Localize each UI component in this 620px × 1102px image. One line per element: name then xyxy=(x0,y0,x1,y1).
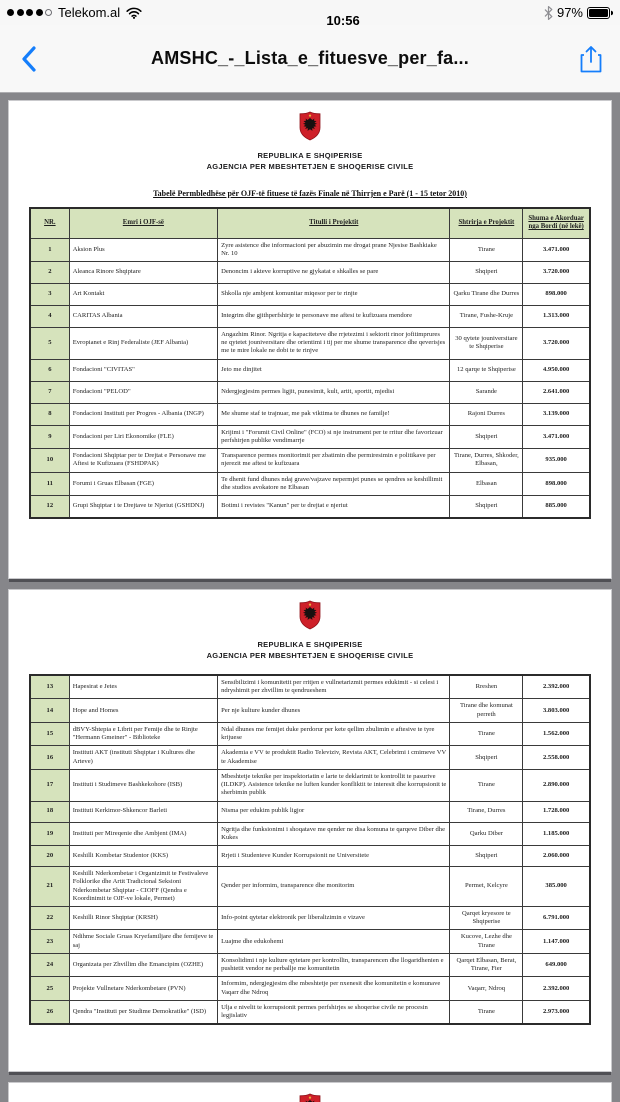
grant-amount: 2.890.000 xyxy=(523,769,590,801)
org-name: Grupi Shqiptar i te Drejtave te Njeriut (GSHDNJ) xyxy=(69,496,217,518)
status-bar xyxy=(0,0,620,28)
grant-amount: 1.313.000 xyxy=(523,305,590,327)
project-region: Tirane dhe komunat perreth xyxy=(450,699,523,722)
grant-amount: 898.000 xyxy=(523,472,590,495)
project-region: Tirane, Durres xyxy=(450,801,523,822)
chevron-left-icon xyxy=(21,46,37,72)
row-number: 22 xyxy=(30,906,69,929)
table-header-row xyxy=(30,208,590,238)
table-row xyxy=(30,930,590,953)
table-row xyxy=(30,822,590,845)
project-region: Tirane, Durres, Shkoder, Elbasan, xyxy=(450,449,523,472)
grant-amount: 2.558.000 xyxy=(523,746,590,769)
grant-amount: 2.060.000 xyxy=(523,846,590,867)
org-name: Fondacioni per Liri Ekonomike (FLE) xyxy=(69,425,217,448)
republic-header: REPUBLIKA E SHQIPERISE xyxy=(257,640,363,649)
wifi-icon xyxy=(126,7,142,19)
row-number: 20 xyxy=(30,846,69,867)
grant-amount: 885.000 xyxy=(523,496,590,518)
org-name: Fondacioni Shqiptar per te Drejtat e Personave me Aftesi te Kufizuara (FSHDPAK) xyxy=(69,449,217,472)
row-number: 4 xyxy=(30,305,69,327)
project-title: Info-point qytetar elektronik per liberalizimin e vizave xyxy=(218,906,450,929)
project-region: Qarku Diber xyxy=(450,822,523,845)
org-name: dBVY-Shtepia e Librit per Femije dhe te Rinjte "Hermann Gmeiner" - Biblioteke xyxy=(69,722,217,745)
org-name: Aleanca Rinore Shqiptare xyxy=(69,261,217,283)
project-region: Elbasan xyxy=(450,472,523,495)
project-region: Qarqet Elbasan, Berat, Tirane, Fier xyxy=(450,953,523,976)
project-title: Shkolla nje ambjent komunitar miqesor per te rinjte xyxy=(218,283,450,305)
row-number: 25 xyxy=(30,977,69,1000)
table-row xyxy=(30,846,590,867)
org-name: Organizata per Zhvillim dhe Emancipim (OZHE) xyxy=(69,953,217,976)
grant-amount: 2.641.000 xyxy=(523,381,590,403)
share-icon xyxy=(580,45,602,73)
org-name: Fondacioni "PELOD" xyxy=(69,381,217,403)
project-title: Transparence permes monitorimit per zbatimin dhe permiresimin e politikave per njerezit me aftesi te kufizuara xyxy=(218,449,450,472)
table-row xyxy=(30,699,590,722)
row-number: 17 xyxy=(30,769,69,801)
carrier-label: Telekom.al xyxy=(58,5,121,20)
project-title: Jeto me dinjitet xyxy=(218,359,450,381)
row-number: 13 xyxy=(30,675,69,699)
table-row xyxy=(30,496,590,518)
project-region: 12 qarqe te Shqiperise xyxy=(450,359,523,381)
grant-amount: 898.000 xyxy=(523,283,590,305)
org-name: Instituti per Mireqenie dhe Ambjent (IMA) xyxy=(69,822,217,845)
row-number: 12 xyxy=(30,496,69,518)
org-name: Hope and Homes xyxy=(69,699,217,722)
project-region: Rreshen xyxy=(450,675,523,699)
grant-amount: 3.471.000 xyxy=(523,238,590,261)
table-row xyxy=(30,305,590,327)
org-name: Art Kontakt xyxy=(69,283,217,305)
grant-amount: 1.728.000 xyxy=(523,801,590,822)
project-region: Tirane xyxy=(450,238,523,261)
project-region: Rajoni Durres xyxy=(450,403,523,425)
column-header-3: Shtrirja e Projektit xyxy=(450,208,523,238)
albania-eagle-emblem xyxy=(298,600,322,635)
clock: 10:56 xyxy=(326,12,360,28)
table-row xyxy=(30,425,590,448)
table-row xyxy=(30,977,590,1000)
project-title: Angazhim Rinor. Ngritja e kapaciteteve dhe rrjetezimi i sektorit rinor jofitimprures ne qytetet jouniversitare dhe orientimi i tij per me shume transparence dhe qeverisjes me te mire lokale ne dobi te te rinjve xyxy=(218,327,450,359)
org-name: Aksion Plus xyxy=(69,238,217,261)
org-name: Ndihme Sociale Gruas Kryefamiljare dhe femijeve te saj xyxy=(69,930,217,953)
org-name: CARITAS Albania xyxy=(69,305,217,327)
project-title: Mbeshtetje teknike per inspektoriatin e larte te deklarimit te kontrollit te pasurive (ILDKP). Asistence teknike ne luften kunder konfliktit te interesit dhe korrupsionit te sherbimin publik xyxy=(218,769,450,801)
project-title: Integrim dhe gjithperfshirje te personave me aftesi te kufizuara mendore xyxy=(218,305,450,327)
table-row xyxy=(30,327,590,359)
grant-amount: 1.562.000 xyxy=(523,722,590,745)
project-region: Qarqet kryesore te Shqiperise xyxy=(450,906,523,929)
table-row xyxy=(30,746,590,769)
grant-amount: 3.803.000 xyxy=(523,699,590,722)
project-region: Tirane xyxy=(450,722,523,745)
org-name: Keshilli Nderkombetar i Organizimit te Festivaleve Folklorike dhe Artit Tradicional Seksioni Nderkombetar Shqiptar - CIOFF (Qendra e Koordinimit te OJF-ve lokale, Permet) xyxy=(69,867,217,907)
project-title: Ngritja dhe funksionimi i shoqatave me qender ne disa komuna te qarqeve Diber dhe Kukes xyxy=(218,822,450,845)
grant-amount: 649.000 xyxy=(523,953,590,976)
row-number: 24 xyxy=(30,953,69,976)
row-number: 7 xyxy=(30,381,69,403)
project-title: Akademia e VV te produktit Radio Televiziv, Revista AKT, Celebrimi i cmimeve VV te Akademise xyxy=(218,746,450,769)
bluetooth-icon xyxy=(544,6,553,20)
org-name: Qendra "Instituti per Studime Demokratike" (ISD) xyxy=(69,1000,217,1024)
row-number: 19 xyxy=(30,822,69,845)
table-row xyxy=(30,867,590,907)
table-row xyxy=(30,403,590,425)
grants-table-page1 xyxy=(29,207,591,519)
row-number: 14 xyxy=(30,699,69,722)
pdf-viewer[interactable] xyxy=(0,93,620,1102)
row-number: 10 xyxy=(30,449,69,472)
column-header-2: Titulli i Projektit xyxy=(218,208,450,238)
table-row xyxy=(30,769,590,801)
grant-amount: 3.720.000 xyxy=(523,261,590,283)
table-row xyxy=(30,381,590,403)
project-title: Me shume staf te trajnuar, me pak viktima te dhunes ne familje! xyxy=(218,403,450,425)
republic-header: REPUBLIKA E SHQIPERISE xyxy=(257,151,363,160)
row-number: 26 xyxy=(30,1000,69,1024)
table-row xyxy=(30,801,590,822)
row-number: 5 xyxy=(30,327,69,359)
project-title: Denoncim i akteve korruptive ne gjykatat e shkalles se pare xyxy=(218,261,450,283)
org-name: Fondacioni Instituti per Progres - Albania (INGP) xyxy=(69,403,217,425)
org-name: Evropianet e Rinj Federaliste (JEF Albania) xyxy=(69,327,217,359)
document-title: AMSHC_-_Lista_e_fituesve_per_fa... xyxy=(151,48,469,68)
project-region: Tirane xyxy=(450,769,523,801)
org-name: Keshilli Rinor Shqiptar (KRSH) xyxy=(69,906,217,929)
back-button[interactable] xyxy=(12,39,46,79)
grant-amount: 3.720.000 xyxy=(523,327,590,359)
cell-signal-icon xyxy=(7,9,52,16)
project-region: Shqiperi xyxy=(450,746,523,769)
org-name: Instituti AKT (instituti Shqiptar i Kultures dhe Arteve) xyxy=(69,746,217,769)
org-name: Fondacioni "CIVITAS" xyxy=(69,359,217,381)
project-region: Sarande xyxy=(450,381,523,403)
row-number: 16 xyxy=(30,746,69,769)
grant-amount: 2.973.000 xyxy=(523,1000,590,1024)
row-number: 23 xyxy=(30,930,69,953)
project-title: Qender per informim, transparence dhe monitorim xyxy=(218,867,450,907)
project-title: Per nje kulture kunder dhunes xyxy=(218,699,450,722)
grant-amount: 2.392.000 xyxy=(523,977,590,1000)
agency-header: AGJENCIA PER MBESHTETJEN E SHOQERISE CIVILE xyxy=(206,162,414,171)
nav-bar xyxy=(0,25,620,93)
project-region: Shqiperi xyxy=(450,261,523,283)
grant-amount: 6.791.000 xyxy=(523,906,590,929)
column-header-0: NR. xyxy=(30,208,69,238)
org-name: Forumi i Gruas Elbasan (FGE) xyxy=(69,472,217,495)
pdf-page-2 xyxy=(8,589,612,1072)
row-number: 11 xyxy=(30,472,69,495)
albania-eagle-emblem xyxy=(298,111,322,146)
row-number: 8 xyxy=(30,403,69,425)
project-title: Ulja e nivelit te korrupsionit permes perfshirjes se shoqerise civile ne procesin legjislativ xyxy=(218,1000,450,1024)
row-number: 18 xyxy=(30,801,69,822)
project-region: Qarku Tirane dhe Durres xyxy=(450,283,523,305)
project-region: Kucove, Lezhe dhe Tirane xyxy=(450,930,523,953)
project-title: Sensibilizimi i komunitetit per rritjen e vullnetarizmit permes edukimit - si celesi i ndryshimit per zhvillim te qendrueshem xyxy=(218,675,450,699)
project-title: Zyre asistence dhe informacioni per abuzimin me drogat prane Njesise Bashkiake Nr. 10 xyxy=(218,238,450,261)
project-region: Shqiperi xyxy=(450,496,523,518)
project-region: Shqiperi xyxy=(450,846,523,867)
table-row xyxy=(30,283,590,305)
grant-amount: 3.471.000 xyxy=(523,425,590,448)
table-row xyxy=(30,906,590,929)
row-number: 1 xyxy=(30,238,69,261)
grant-amount: 3.139.000 xyxy=(523,403,590,425)
row-number: 3 xyxy=(30,283,69,305)
org-name: Projekte Vullnetare Nderkombetare (PVN) xyxy=(69,977,217,1000)
table-row xyxy=(30,238,590,261)
project-title: Krijimi i "Forumit Civil Online" (FCO) si nje instrument per te rritur dhe favorizuar perfshirjen publike vendimarrje xyxy=(218,425,450,448)
org-name: Hapesirat e Jetes xyxy=(69,675,217,699)
table-row xyxy=(30,449,590,472)
pdf-page-1 xyxy=(8,100,612,579)
row-number: 6 xyxy=(30,359,69,381)
project-region: Permet, Kelcyre xyxy=(450,867,523,907)
table-row xyxy=(30,675,590,699)
column-header-4: Shuma e Akorduar nga Bordi (në lekë) xyxy=(523,208,590,238)
row-number: 21 xyxy=(30,867,69,907)
grants-table-page2 xyxy=(29,674,591,1025)
table-row xyxy=(30,722,590,745)
project-title: Rrjeti i Studenteve Kunder Korrupsionit ne Universitete xyxy=(218,846,450,867)
project-region: 30 qytete jouniversitare te Shqiperise xyxy=(450,327,523,359)
project-region: Shqiperi xyxy=(450,425,523,448)
share-button[interactable] xyxy=(574,39,608,79)
grant-amount: 935.000 xyxy=(523,449,590,472)
grant-amount: 2.392.000 xyxy=(523,675,590,699)
grant-amount: 1.147.000 xyxy=(523,930,590,953)
project-title: Luajme dhe edukohemi xyxy=(218,930,450,953)
project-title: Ndal dhunes me femijet duke perdorur per kete qellim zbulimin e aftesive te tyre krijuese xyxy=(218,722,450,745)
project-title: Konsolidimi i nje kulture qytetare per kontrollin, transparencen dhe llogaridhenien e pushtetit vendor ne perballje me komunitetin xyxy=(218,953,450,976)
row-number: 2 xyxy=(30,261,69,283)
project-title: Te dhenit fund dhunes ndaj grave/vajzave nepermjet punes se qendres se keshillimit dhe studios avokatore ne Elbasan xyxy=(218,472,450,495)
project-title: Botimi i revistes "Kanun" per te drejtat e njeriut xyxy=(218,496,450,518)
table-row xyxy=(30,261,590,283)
agency-header: AGJENCIA PER MBESHTETJEN E SHOQERISE CIVILE xyxy=(206,651,414,660)
project-region: Tirane, Fushe-Kruje xyxy=(450,305,523,327)
grant-amount: 4.950.000 xyxy=(523,359,590,381)
albania-eagle-emblem xyxy=(298,1093,322,1102)
column-header-1: Emri i OJF-së xyxy=(69,208,217,238)
project-title: Informim, ndergjegjesim dhe mbeshtetje per nxenesit dhe komunitetin e komunave Vaqarr dhe Ndroq xyxy=(218,977,450,1000)
table-title: Tabelë Permbledhëse për OJF-të fituese të fazës Finale në Thirrjen e Parë (1 - 15 tetor 2010) xyxy=(153,189,467,198)
grant-amount: 1.185.000 xyxy=(523,822,590,845)
table-row xyxy=(30,472,590,495)
project-region: Tirane xyxy=(450,1000,523,1024)
table-row xyxy=(30,359,590,381)
battery-percent: 97% xyxy=(556,5,583,20)
org-name: Keshilli Kombetar Studentor (KKS) xyxy=(69,846,217,867)
project-title: Nisma per edukim publik ligjor xyxy=(218,801,450,822)
org-name: Instituti Kerkimor-Shkencor Barleti xyxy=(69,801,217,822)
org-name: Instituti i Studimeve Bashkekohore (ISB) xyxy=(69,769,217,801)
battery-icon xyxy=(587,7,613,19)
project-title: Ndergjegjesim permes ligjit, punesimit, kult, artit, sportit, mjedisi xyxy=(218,381,450,403)
table-row xyxy=(30,953,590,976)
row-number: 15 xyxy=(30,722,69,745)
pdf-page-3 xyxy=(8,1082,612,1102)
grant-amount: 385.000 xyxy=(523,867,590,907)
table-row xyxy=(30,1000,590,1024)
project-region: Vaqarr, Ndroq xyxy=(450,977,523,1000)
row-number: 9 xyxy=(30,425,69,448)
